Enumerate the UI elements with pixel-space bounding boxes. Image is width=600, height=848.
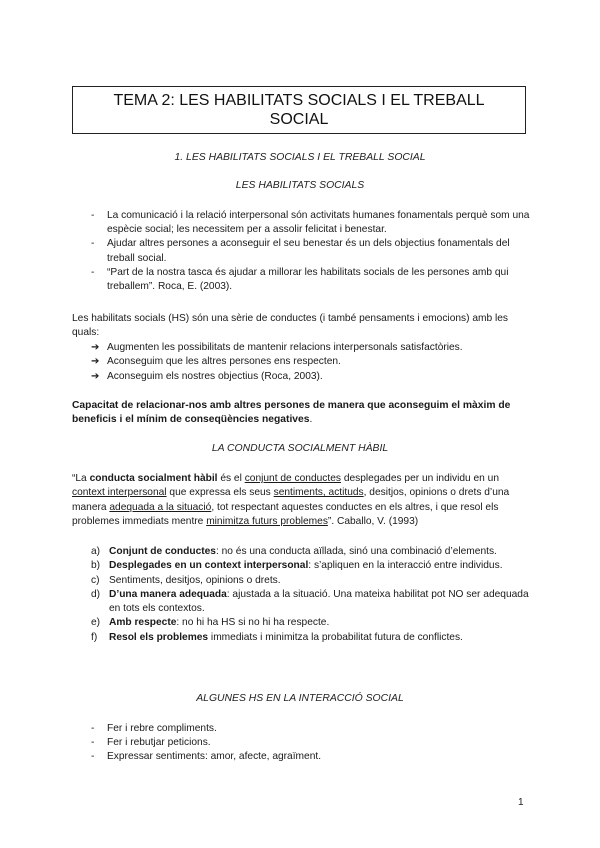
bold-statement: Capacitat de relacionar-nos amb altres persones de manera que aconseguim el màxim de beneficis i el mínim de conseqüències negatives. xyxy=(72,400,511,426)
arrow-right-icon: ➔ xyxy=(91,370,100,382)
list-item: - Expressar sentiments: amor, afecte, agraïment. xyxy=(91,751,322,763)
subheading-habilitats-socials: LES HABILITATS SOCIALS xyxy=(235,180,365,191)
list-item: - La comunicació i la relació interpersonal són activitats humanes fonamentals perquè som una espècie social; les necessitem per a assolir felicitat i benestar. xyxy=(91,210,530,236)
page-number: 1 xyxy=(518,797,524,808)
section-heading: 1. LES HABILITATS SOCIALS I EL TREBALL SOCIAL xyxy=(174,152,426,163)
list-item: c) Sentiments, desitjos, opinions o drets. xyxy=(91,574,281,586)
list-item: a) Conjunt de conductes: no és una conducta aïllada, sinó una combinació d’elements. xyxy=(91,546,497,557)
caballo-quote: “La conducta socialment hàbil és el conjunt de conductes desplegades per un individu en un context interpersonal que expressa els seus sentiments, actituds, desitjos, opinions o drets d’una manera adequada a la situació, tot respectant aquestes conductes en els altres, i que resol els problemes immediats mentre minimitza futurs problemes”. Caballo, V. (1993) xyxy=(72,473,510,528)
intro-list xyxy=(91,209,531,294)
list-item: f) Resol els problemes immediats i minimitza la probabilitat futura de conflictes. xyxy=(91,631,463,643)
document-title xyxy=(72,86,526,134)
arrow-list xyxy=(91,341,531,384)
list-item: e) Amb respecte: no hi ha HS si no hi ha respecte. xyxy=(91,617,330,629)
subheading-conducta: LA CONDUCTA SOCIALMENT HÀBIL xyxy=(211,443,389,454)
document-title-text: TEMA 2: LES HABILITATS SOCIALS I EL TREBALL SOCIAL xyxy=(113,92,485,128)
list-item: - Fer i rebre compliments. xyxy=(91,723,217,734)
conducta-components-list xyxy=(91,545,531,645)
list-item: ➔ Aconseguim els nostres objectius (Roca, 2003). xyxy=(91,370,531,384)
arrow-right-icon: ➔ xyxy=(91,342,100,353)
hs-definition: Les habilitats socials (HS) són una sèrie de conductes (i també pensaments i emocions) amb les quals: xyxy=(72,313,509,339)
list-item: ➔ Augmenten les possibilitats de mantenir relacions interpersonals satisfactòries. xyxy=(91,341,531,355)
list-item: b) Desplegades en un context interpersonal: s’apliquen en la interacció entre individus. xyxy=(91,560,503,572)
list-item: d) D’una manera adequada: ajustada a la situació. Una mateixa habilitat pot NO ser adequada en tots els contextos. xyxy=(91,588,529,615)
list-item: - “Part de la nostra tasca és ajudar a millorar les habilitats socials de les persones amb qui treballem”. Roca, E. (2003). xyxy=(91,266,509,293)
arrow-right-icon: ➔ xyxy=(91,356,100,368)
list-item: - Fer i rebutjar peticions. xyxy=(91,737,211,749)
list-item: - Ajudar altres persones a aconseguir el seu benestar és un dels objectius fonamentals del treball social. xyxy=(91,238,510,264)
hs-examples-list xyxy=(91,722,531,765)
list-item: ➔ Aconseguim que les altres persones ens respecten. xyxy=(91,355,531,369)
subheading-interaccio: ALGUNES HS EN LA INTERACCIÓ SOCIAL xyxy=(196,693,404,704)
